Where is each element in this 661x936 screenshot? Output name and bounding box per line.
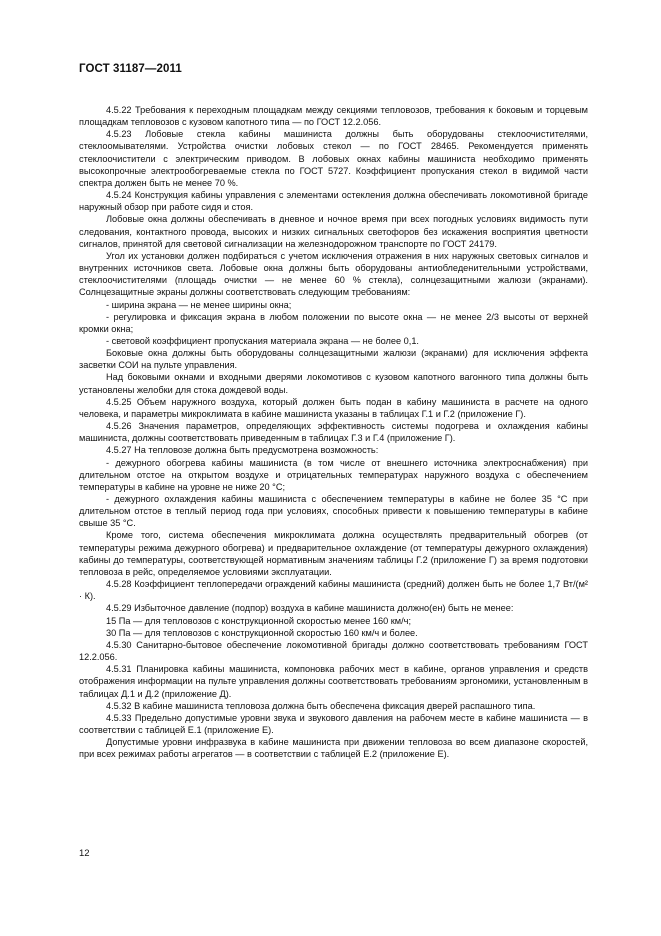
paragraph-4-5-31: 4.5.31 Планировка кабины машиниста, компоновка рабочих мест в кабине, органов управления и средств отображения информации на пульте управления должны соответствовать требованиям эргономики, установленным в таблицах Д.1 и Д.2 (приложение Д). xyxy=(79,664,588,699)
paragraph-4-5-26: 4.5.26 Значения параметров, определяющих эффективность системы подогрева и охлаждения кабины машиниста, должны соответствовать приведенным в таблицах Г.3 и Г.4 (приложение Г). xyxy=(79,421,588,444)
paragraph-4-5-32: 4.5.32 В кабине машиниста тепловоза должна быть обеспечена фиксация дверей распашного типа. xyxy=(106,700,536,711)
paragraph-4-5-24: 4.5.24 Конструкция кабины управления с элементами остекления должна обеспечивать локомотивной бригаде наружный обзор при работе сидя и стоя. xyxy=(79,190,588,213)
list-item: 30 Па — для тепловозов с конструкционной скоростью 160 км/ч и более. xyxy=(106,627,418,638)
paragraph-gutters: Над боковыми окнами и входными дверями локомотивов с кузовом капотного вагонного типа должны быть установлены желобки для стока дождевой воды. xyxy=(79,372,588,395)
paragraph-front-windows: Лобовые окна должны обеспечивать в дневное и ночное время при всех погодных условиях видимость пути следования, контактного провода, высоких и низких сигнальных светофоров без искажения восприятия цветности сигналов, принятой для световой сигнализации на железнодорожном транспорте по ГОСТ 24179. xyxy=(79,214,588,249)
paragraph-infrasound: Допустимые уровни инфразвука в кабине машиниста при движении тепловоза во всем диапазоне скоростей, при всех режимах работы агрегатов — в соответствии с таблицей Е.2 (приложение Е). xyxy=(79,737,588,760)
paragraph-4-5-22: 4.5.22 Требования к переходным площадкам между секциями тепловозов, требования к боковым и торцевым площадкам тепловозов с кузовом капотного типа — по ГОСТ 12.2.056. xyxy=(79,105,588,128)
page-number: 12 xyxy=(79,848,90,859)
paragraph-angle: Угол их установки должен подбираться с учетом исключения отражения в них наружных световых сигналов и внутренних источников света. Лобовые окна должны быть оборудованы антиобледенительными устройствами, стеклоочистителями (площадь очистки — не менее 60 % стекла), солнцезащитными жалюзи (экранами). Солнцезащитные экраны должны соответствовать следующим требованиям: xyxy=(79,250,588,298)
paragraph-4-5-27: 4.5.27 На тепловозе должна быть предусмотрена возможность: xyxy=(106,445,379,456)
paragraph-4-5-23: 4.5.23 Лобовые стекла кабины машиниста должны быть оборудованы стеклоочистителями, стеклоомывателями. Устройства очистки лобовых стекол — по ГОСТ 28465. Рекомендуется применять стеклоочистители с электрическим приводом. В лобовых окнах кабины машиниста необходимо применять высокопрочные электрообогреваемые стекла по ГОСТ 5727. Коэффициент пропускания стекол в видимой части спектра должен быть не менее 70 %. xyxy=(79,129,588,188)
document-header: ГОСТ 31187—2011 xyxy=(79,63,182,75)
paragraph-4-5-33: 4.5.33 Предельно допустимые уровни звука и звукового давления на рабочем месте в кабине машиниста — в соответствии с таблицей Е.1 (приложение Е). xyxy=(79,712,588,735)
document-body xyxy=(79,104,588,760)
paragraph-4-5-28: 4.5.28 Коэффициент теплопередачи ограждений кабины машиниста (средний) должен быть не более 1,7 Вт/(м² · К). xyxy=(79,579,588,602)
list-item: - дежурного обогрева кабины машиниста (в том числе от внешнего источника электроснабжения) при длительном отстое на открытом воздухе и отрицательных температурах наружного воздуха с обеспечением температуры в кабине на уровне не ниже 20 °С; xyxy=(79,457,588,492)
list-item: - регулировка и фиксация экрана в любом положении по высоте окна — не менее 2/3 высоты от верхней кромки окна; xyxy=(79,311,588,334)
paragraph-4-5-25: 4.5.25 Объем наружного воздуха, который должен быть подан в кабину машиниста в расчете на одного человека, и параметры микроклимата в кабине машиниста указаны в таблицах Г.1 и Г.2 (приложение Г). xyxy=(79,396,588,419)
paragraph-4-5-29: 4.5.29 Избыточное давление (подпор) воздуха в кабине машиниста должно(ен) быть не менее: xyxy=(106,603,514,614)
paragraph-4-5-30: 4.5.30 Санитарно-бытовое обеспечение локомотивной бригады должно соответствовать требованиям ГОСТ 12.2.056. xyxy=(79,639,588,663)
list-item: - ширина экрана — не менее ширины окна; xyxy=(106,299,292,310)
paragraph-microclimate: Кроме того, система обеспечения микроклимата должна осуществлять предварительный обогрев (от температуры режима дежурного обогрева) и предварительное охлаждение (от температуры дежурного охлаждения) кабины до температуры, соответствующей нормативным значениям таблицы Г.2 (приложение Г) за время подготовки тепловоза в рейс, определяемое условиями эксплуатации. xyxy=(79,530,588,577)
list-item: - световой коэффициент пропускания материала экрана — не более 0,1. xyxy=(106,335,419,346)
list-item: 15 Па — для тепловозов с конструкционной скоростью менее 160 км/ч; xyxy=(106,615,412,626)
list-item: - дежурного охлаждения кабины машиниста с обеспечением температуры в кабине не более 35 °С при длительном отстое в теплый период года при условиях, способных привести к повышению температуры в кабине свыше 35 °С. xyxy=(79,494,588,529)
paragraph-side-windows: Боковые окна должны быть оборудованы солнцезащитными жалюзи (экранами) для исключения эффекта засветки СОИ на пульте управления. xyxy=(79,348,588,371)
